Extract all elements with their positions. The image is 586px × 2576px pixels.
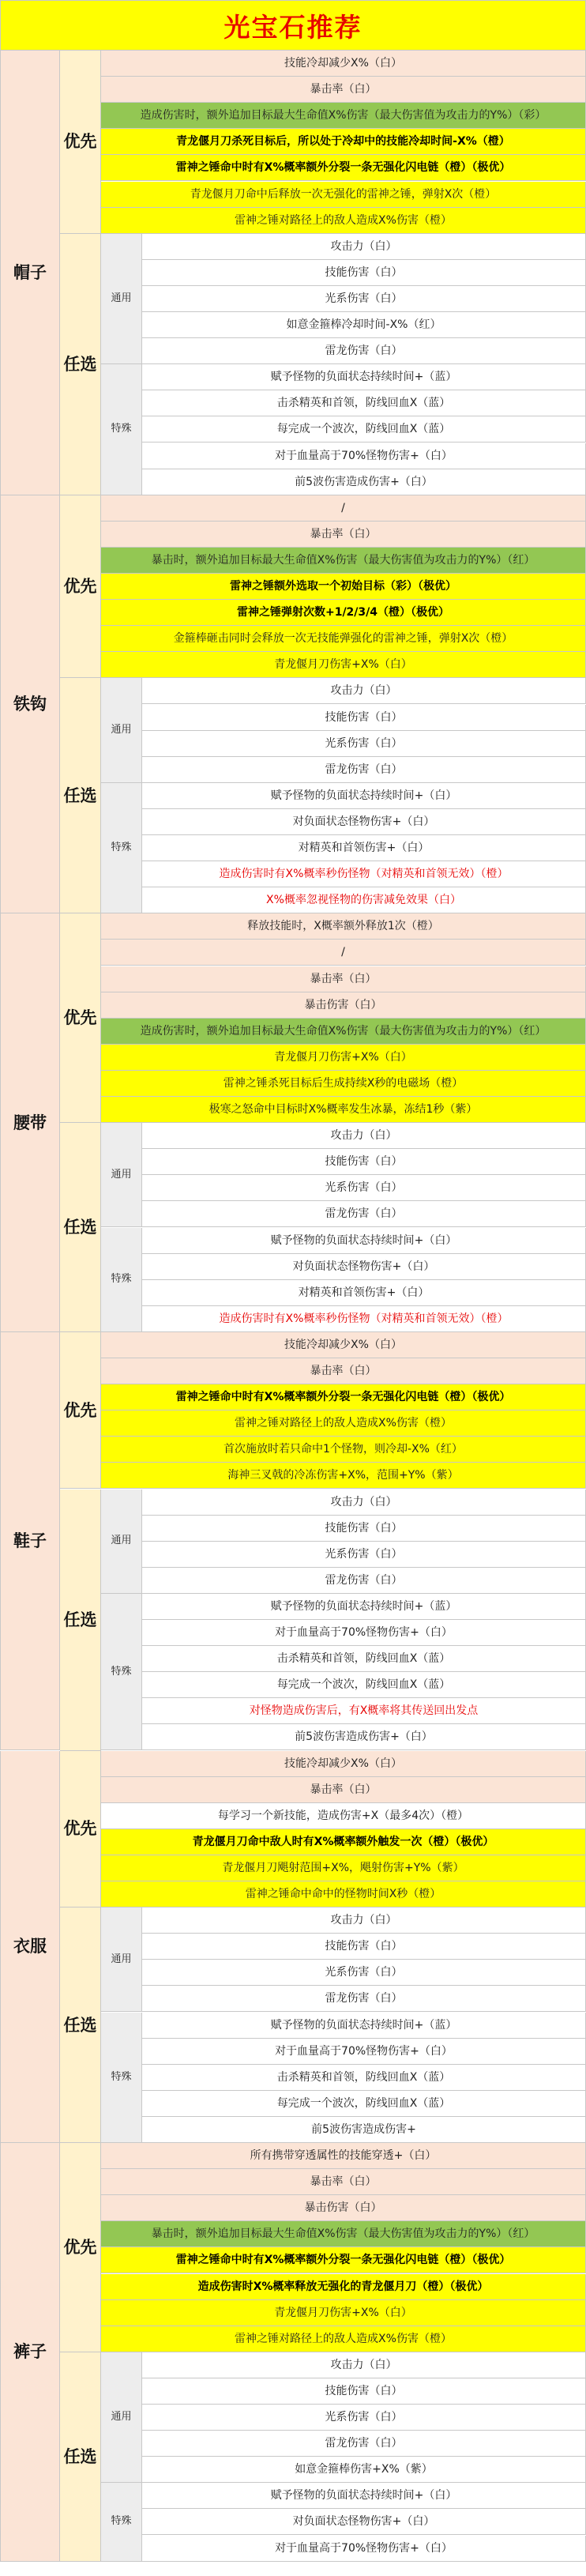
priority-item: 雷神之锤命中时有X%概率额外分裂一条无强化闪电链（橙）（极优）	[101, 1384, 586, 1410]
priority-item: 暴击率（白）	[101, 2169, 586, 2195]
special-item: 赋予怪物的负面状态持续时间+（蓝）	[142, 1594, 586, 1620]
priority-item: 每学习一个新技能，造成伤害+X（最多4次）（橙）	[101, 1803, 586, 1829]
tier-label-priority: 优先	[60, 1332, 101, 1489]
priority-item: 青龙偃月刀伤害+X%（白）	[101, 2300, 586, 2326]
tier-label-optional: 任选	[60, 1123, 101, 1332]
priority-item: 雷神之锤对路径上的敌人造成X%伤害（橙）	[101, 2326, 586, 2352]
sub-label-general: 通用	[101, 1123, 142, 1227]
priority-item: 雷神之锤命中时有X%概率额外分裂一条无强化闪电链（橙）（极优）	[101, 2247, 586, 2273]
category-label: 裤子	[0, 2143, 60, 2562]
special-item: 击杀精英和首领，防线回血X（蓝）	[142, 1646, 586, 1672]
sub-label-special: 特殊	[101, 783, 142, 914]
general-item: 雷龙伤害（白）	[142, 757, 586, 783]
priority-item: 暴击率（白）	[101, 1777, 586, 1803]
general-item: 光系伤害（白）	[142, 1175, 586, 1201]
sub-label-special: 特殊	[101, 1228, 142, 1332]
general-item: 雷龙伤害（白）	[142, 338, 586, 364]
priority-item: 青龙偃月刀飓射范围+X%，飓射伤害+Y%（紫）	[101, 1855, 586, 1881]
priority-item: 极寒之怒命中目标时X%概率发生冰暴，冻结1秒（紫）	[101, 1097, 586, 1123]
sub-label-general: 通用	[101, 678, 142, 782]
priority-item: 技能冷却减少X%（白）	[101, 1332, 586, 1358]
priority-item: 暴击率（白）	[101, 77, 586, 103]
page-title: 光宝石推荐	[0, 0, 586, 51]
special-item: 前5波伤害造成伤害+（白）	[142, 469, 586, 495]
priority-item: 雷神之锤命中命中的怪物时间X秒（橙）	[101, 1881, 586, 1908]
general-item: 光系伤害（白）	[142, 1542, 586, 1568]
general-item: 攻击力（白）	[142, 1489, 586, 1516]
special-item: 赋予怪物的负面状态持续时间+（白）	[142, 1228, 586, 1254]
sub-label-general: 通用	[101, 234, 142, 365]
general-item: 光系伤害（白）	[142, 286, 586, 312]
special-item: 赋予怪物的负面状态持续时间+（蓝）	[142, 364, 586, 390]
special-item: 赋予怪物的负面状态持续时间+（白）	[142, 783, 586, 809]
general-item: 雷龙伤害（白）	[142, 1568, 586, 1594]
tier-label-priority: 优先	[60, 1751, 101, 1908]
general-item: 技能伤害（白）	[142, 1516, 586, 1542]
general-item: 光系伤害（白）	[142, 2405, 586, 2431]
priority-item: 雷神之锤弹射次数+1/2/3/4（橙）（极优）	[101, 600, 586, 626]
general-item: 攻击力（白）	[142, 678, 586, 704]
tier-label-optional: 任选	[60, 234, 101, 495]
priority-item: 雷神之锤杀死目标后生成持续X秒的电磁场（橙）	[101, 1071, 586, 1097]
priority-item: 技能冷却减少X%（白）	[101, 51, 586, 77]
special-item: 赋予怪物的负面状态持续时间+（蓝）	[142, 2013, 586, 2039]
priority-item: 暴击率（白）	[101, 1358, 586, 1384]
general-item: 技能伤害（白）	[142, 705, 586, 731]
special-item: 对于血量高于70%怪物伤害+（白）	[142, 2039, 586, 2065]
category-label: 腰带	[0, 913, 60, 1332]
priority-item: 暴击时，额外追加目标最大生命值X%伤害（最大伤害值为攻击力的Y%）（红）	[101, 548, 586, 574]
general-item: 技能伤害（白）	[142, 260, 586, 286]
priority-item: 造成伤害时，额外追加目标最大生命值X%伤害（最大伤害值为攻击力的Y%）（彩）	[101, 103, 586, 129]
special-item: 对于血量高于70%怪物伤害+（白）	[142, 2536, 586, 2562]
special-item: 对于血量高于70%怪物伤害+（白）	[142, 443, 586, 469]
priority-item: 青龙偃月刀命中后释放一次无强化的雷神之锤，弹射X次（橙）	[101, 182, 586, 208]
priority-item: 青龙偃月刀杀死目标后，所以处于冷却中的技能冷却时间-X%（橙）	[101, 129, 586, 155]
priority-item: /	[101, 495, 586, 522]
priority-item: 造成伤害时，额外追加目标最大生命值X%伤害（最大伤害值为攻击力的Y%）（红）	[101, 1019, 586, 1045]
special-item: 前5波伤害造成伤害+	[142, 2117, 586, 2143]
priority-item: 青龙偃月刀命中敌人时有X%概率额外触发一次（橙）（极优）	[101, 1829, 586, 1855]
priority-item: 暴击率（白）	[101, 966, 586, 992]
priority-item: 暴击率（白）	[101, 522, 586, 548]
special-item: 对负面状态怪物伤害+（白）	[142, 809, 586, 835]
priority-item: 海神三叉戟的冷冻伤害+X%，范围+Y%（紫）	[101, 1463, 586, 1489]
tier-label-optional: 任选	[60, 1908, 101, 2143]
special-item: 前5波伤害造成伤害+（白）	[142, 1724, 586, 1750]
special-item: 造成伤害时有X%概率秒伤怪物（对精英和首领无效）（橙）	[142, 1306, 586, 1332]
priority-item: 所有携带穿透属性的技能穿透+（白）	[101, 2143, 586, 2169]
special-item: 对精英和首领伤害+（白）	[142, 1280, 586, 1306]
priority-item: 造成伤害时X%概率释放无强化的青龙偃月刀（橙）（极优）	[101, 2274, 586, 2300]
special-item: 对负面状态怪物伤害+（白）	[142, 2509, 586, 2535]
priority-item: 技能冷却减少X%（白）	[101, 1751, 586, 1777]
special-item: X%概率忽视怪物的伤害减免效果（白）	[142, 887, 586, 913]
tier-label-optional: 任选	[60, 678, 101, 913]
tier-label-optional: 任选	[60, 2352, 101, 2562]
special-item: 赋予怪物的负面状态持续时间+（白）	[142, 2483, 586, 2509]
category-label: 鞋子	[0, 1332, 60, 1751]
special-item: 击杀精英和首领，防线回血X（蓝）	[142, 390, 586, 416]
sub-label-general: 通用	[101, 2352, 142, 2484]
general-item: 光系伤害（白）	[142, 731, 586, 757]
priority-item: 首次施放时若只命中1个怪物，则冷却-X%（红）	[101, 1437, 586, 1463]
special-item: 对精英和首领伤害+（白）	[142, 835, 586, 861]
sub-label-special: 特殊	[101, 2483, 142, 2561]
general-item: 攻击力（白）	[142, 1123, 586, 1149]
priority-item: 雷神之锤对路径上的敌人造成X%伤害（橙）	[101, 1410, 586, 1437]
sub-label-special: 特殊	[101, 364, 142, 495]
tier-label-priority: 优先	[60, 51, 101, 234]
tier-label-priority: 优先	[60, 495, 101, 679]
sub-label-general: 通用	[101, 1908, 142, 2012]
general-item: 技能伤害（白）	[142, 2378, 586, 2405]
priority-item: /	[101, 940, 586, 966]
general-item: 攻击力（白）	[142, 1908, 586, 1934]
tier-label-optional: 任选	[60, 1489, 101, 1751]
category-label: 衣服	[0, 1751, 60, 2144]
special-item: 击杀精英和首领，防线回血X（蓝）	[142, 2065, 586, 2091]
sub-label-special: 特殊	[101, 1594, 142, 1751]
general-item: 攻击力（白）	[142, 234, 586, 260]
priority-item: 青龙偃月刀伤害+X%（白）	[101, 652, 586, 678]
general-item: 雷龙伤害（白）	[142, 2431, 586, 2457]
sub-label-special: 特殊	[101, 2013, 142, 2144]
priority-item: 暴击时，额外追加目标最大生命值X%伤害（最大伤害值为攻击力的Y%）（红）	[101, 2221, 586, 2247]
priority-item: 雷神之锤额外选取一个初始目标（彩）（极优）	[101, 574, 586, 600]
category-label: 帽子	[0, 51, 60, 495]
tier-label-priority: 优先	[60, 2143, 101, 2352]
priority-item: 释放技能时，X概率额外释放1次（橙）	[101, 913, 586, 940]
general-item: 攻击力（白）	[142, 2352, 586, 2378]
special-item: 每完成一个波次，防线回血X（蓝）	[142, 1672, 586, 1698]
sub-label-general: 通用	[101, 1489, 142, 1594]
priority-item: 雷神之锤命中时有X%概率额外分裂一条无强化闪电链（橙）（极优）	[101, 155, 586, 181]
tier-label-priority: 优先	[60, 913, 101, 1123]
general-item: 光系伤害（白）	[142, 1960, 586, 1986]
priority-item: 雷神之锤对路径上的敌人造成X%伤害（橙）	[101, 208, 586, 234]
special-item: 每完成一个波次，防线回血X（蓝）	[142, 416, 586, 443]
priority-item: 青龙偃月刀伤害+X%（白）	[101, 1045, 586, 1071]
special-item: 对怪物造成伤害后，有X概率将其传送回出发点	[142, 1698, 586, 1724]
priority-item: 暴击伤害（白）	[101, 992, 586, 1019]
priority-item: 暴击伤害（白）	[101, 2195, 586, 2221]
general-item: 如意金箍棒冷却时间-X%（红）	[142, 312, 586, 338]
special-item: 对于血量高于70%怪物伤害+（白）	[142, 1620, 586, 1646]
special-item: 每完成一个波次，防线回血X（蓝）	[142, 2091, 586, 2117]
general-item: 雷龙伤害（白）	[142, 1201, 586, 1227]
special-item: 对负面状态怪物伤害+（白）	[142, 1254, 586, 1280]
priority-item: 金箍棒砸击同时会释放一次无技能弹强化的雷神之锤，弹射X次（橙）	[101, 626, 586, 652]
category-label: 铁钩	[0, 495, 60, 914]
general-item: 技能伤害（白）	[142, 1934, 586, 1960]
general-item: 如意金箍棒伤害+X%（紫）	[142, 2457, 586, 2483]
general-item: 雷龙伤害（白）	[142, 1986, 586, 2012]
special-item: 造成伤害时有X%概率秒伤怪物（对精英和首领无效）（橙）	[142, 861, 586, 887]
general-item: 技能伤害（白）	[142, 1149, 586, 1175]
